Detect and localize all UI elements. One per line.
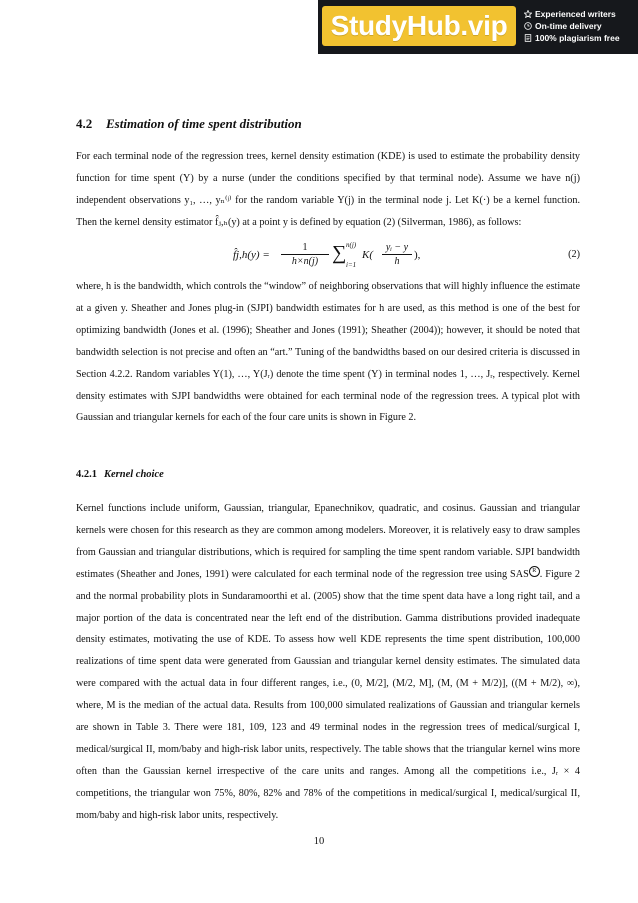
summation-symbol: ∑ — [332, 242, 347, 264]
equation-fraction: $\frac{1}{h\times n(j)}$ — [281, 242, 329, 267]
subsection-heading: 4.2.1 Kernel choice — [76, 469, 164, 480]
paragraph-kernel-choice: Kernel functions include uniform, Gaussian, triangular, Epanechnikov, quadratic, and cosinus. Gaussian and triangular kernels were chosen for this research as they are common among modelers. Moreover, it is relatively easy to draw samples from Gaussian and triangular distributions, which is required for sampling the time spent random variable. SJPI bandwidth estimates (Sheather and Jones, 1991) were calculated for each terminal node of the regression tree using SAS R . Figure 2 and the normal probability plots in Sundaramoorthi et al. (2005) show that the time spent data have a long right tail, and a major portion of the data is concentrated near the left end of the distribution. Gamma distributions provided inadequate density estimates, motivating the use of KDE. To assess how well KDE represents the time spent distribution, 100,000 realizations of time spent data were generated from Gaussian and triangular kernel density estimates. The simulated data were compared with the actual data in four different ranges, i.e., (0, M/2], (M/2, M], (M, (M + M/2)], ((M + M/2), ∞), where, M is the median of the actual data. Results from 100,000 simulated realizations of Gaussian and triangular kernels are shown in Table 3. There were 181, 109, 123 and 49 terminal nodes in the regression trees of medical/surgical I, medical/surgical II, mom/baby and high-risk labor units, respectively. The table shows that the triangular kernel wins more often than the Gaussian kernel irrespective of the care units and ranges. Among all the competitions i.e., Jᵣ × 4 competitions, the triangular won 75%, 80%, 82% and 78% of the competitions in medical/surgical I, medical/surgical II, mom/baby and high-risk labor units, respectively. — [76, 503, 580, 821]
paragraph-kde-intro: For each terminal node of the regression trees, kernel density estimation (KDE) is used to estimate the probability density function for time spent (Y) by a nurse (under the conditions specified by that terminal node). Assume we have n(j) independent observations y₁, …, yₙ⁽ʲ⁾ for the random variable Y(j) in the terminal node j. Let K(·) be a kernel function. Then the kernel density estimator f̂ⱼ,ₕ(y) at a point y is defined by equation (2) (Silverman, 1986), as follows: — [76, 151, 580, 228]
sum-lower-limit: i=1 — [346, 261, 357, 269]
kernel-argument-fraction: yᵢ − y h — [382, 242, 412, 267]
feature-item: Experienced writers — [524, 8, 636, 20]
section-heading: 4.2 Estimation of time spent distribution — [76, 116, 302, 131]
equation-number: (2) — [568, 249, 580, 260]
clock-icon — [524, 22, 532, 30]
feature-item: On-time delivery — [524, 20, 636, 32]
page-number: 10 — [313, 836, 325, 847]
feature-item: 100% plagiarism free — [524, 32, 636, 44]
registered-mark: R — [529, 566, 540, 577]
kernel-function: K( — [362, 249, 373, 261]
feature-list — [524, 8, 636, 44]
paragraph-bandwidth: where, h is the bandwidth, which controls the “window” of neighboring observations that will highly influence the estimate at a given y. Sheather and Jones plug-in (SJPI) bandwidth estimates for h are used, as this method is one of the best for optimizing bandwidth (Jones et al. (1996); Sheather and Jones (1991); Sheather (2004)); however, it should be noted that bandwidth selection is not precise and often an “art.” Tuning of the bandwidths based on our desired criteria is discussed in Section 4.2.2. Random variables Y(1), …, Y(Jᵣ) denote the time spent (Y) in terminal nodes 1, …, Jᵣ, respectively. Kernel density estimates with SJPI bandwidths were obtained for each terminal node of the regression trees. A typical plot with Gaussian and triangular kernels for each of the four care units is shown in Figure 2. — [76, 281, 580, 424]
star-icon — [524, 10, 532, 18]
studyhub-logo[interactable]: StudyHub.vip — [322, 6, 516, 46]
promo-banner[interactable] — [318, 0, 638, 54]
document-icon — [524, 34, 532, 42]
sum-upper-limit: n(j) — [346, 241, 357, 249]
equation-2: f̂j,h(y) = $\frac{1}{h\times n(j)}$ ∑ n(j) i=1 K( yᵢ − y h ), (2) — [233, 241, 580, 269]
equation-lhs: f̂j,h(y) = — [233, 249, 270, 261]
